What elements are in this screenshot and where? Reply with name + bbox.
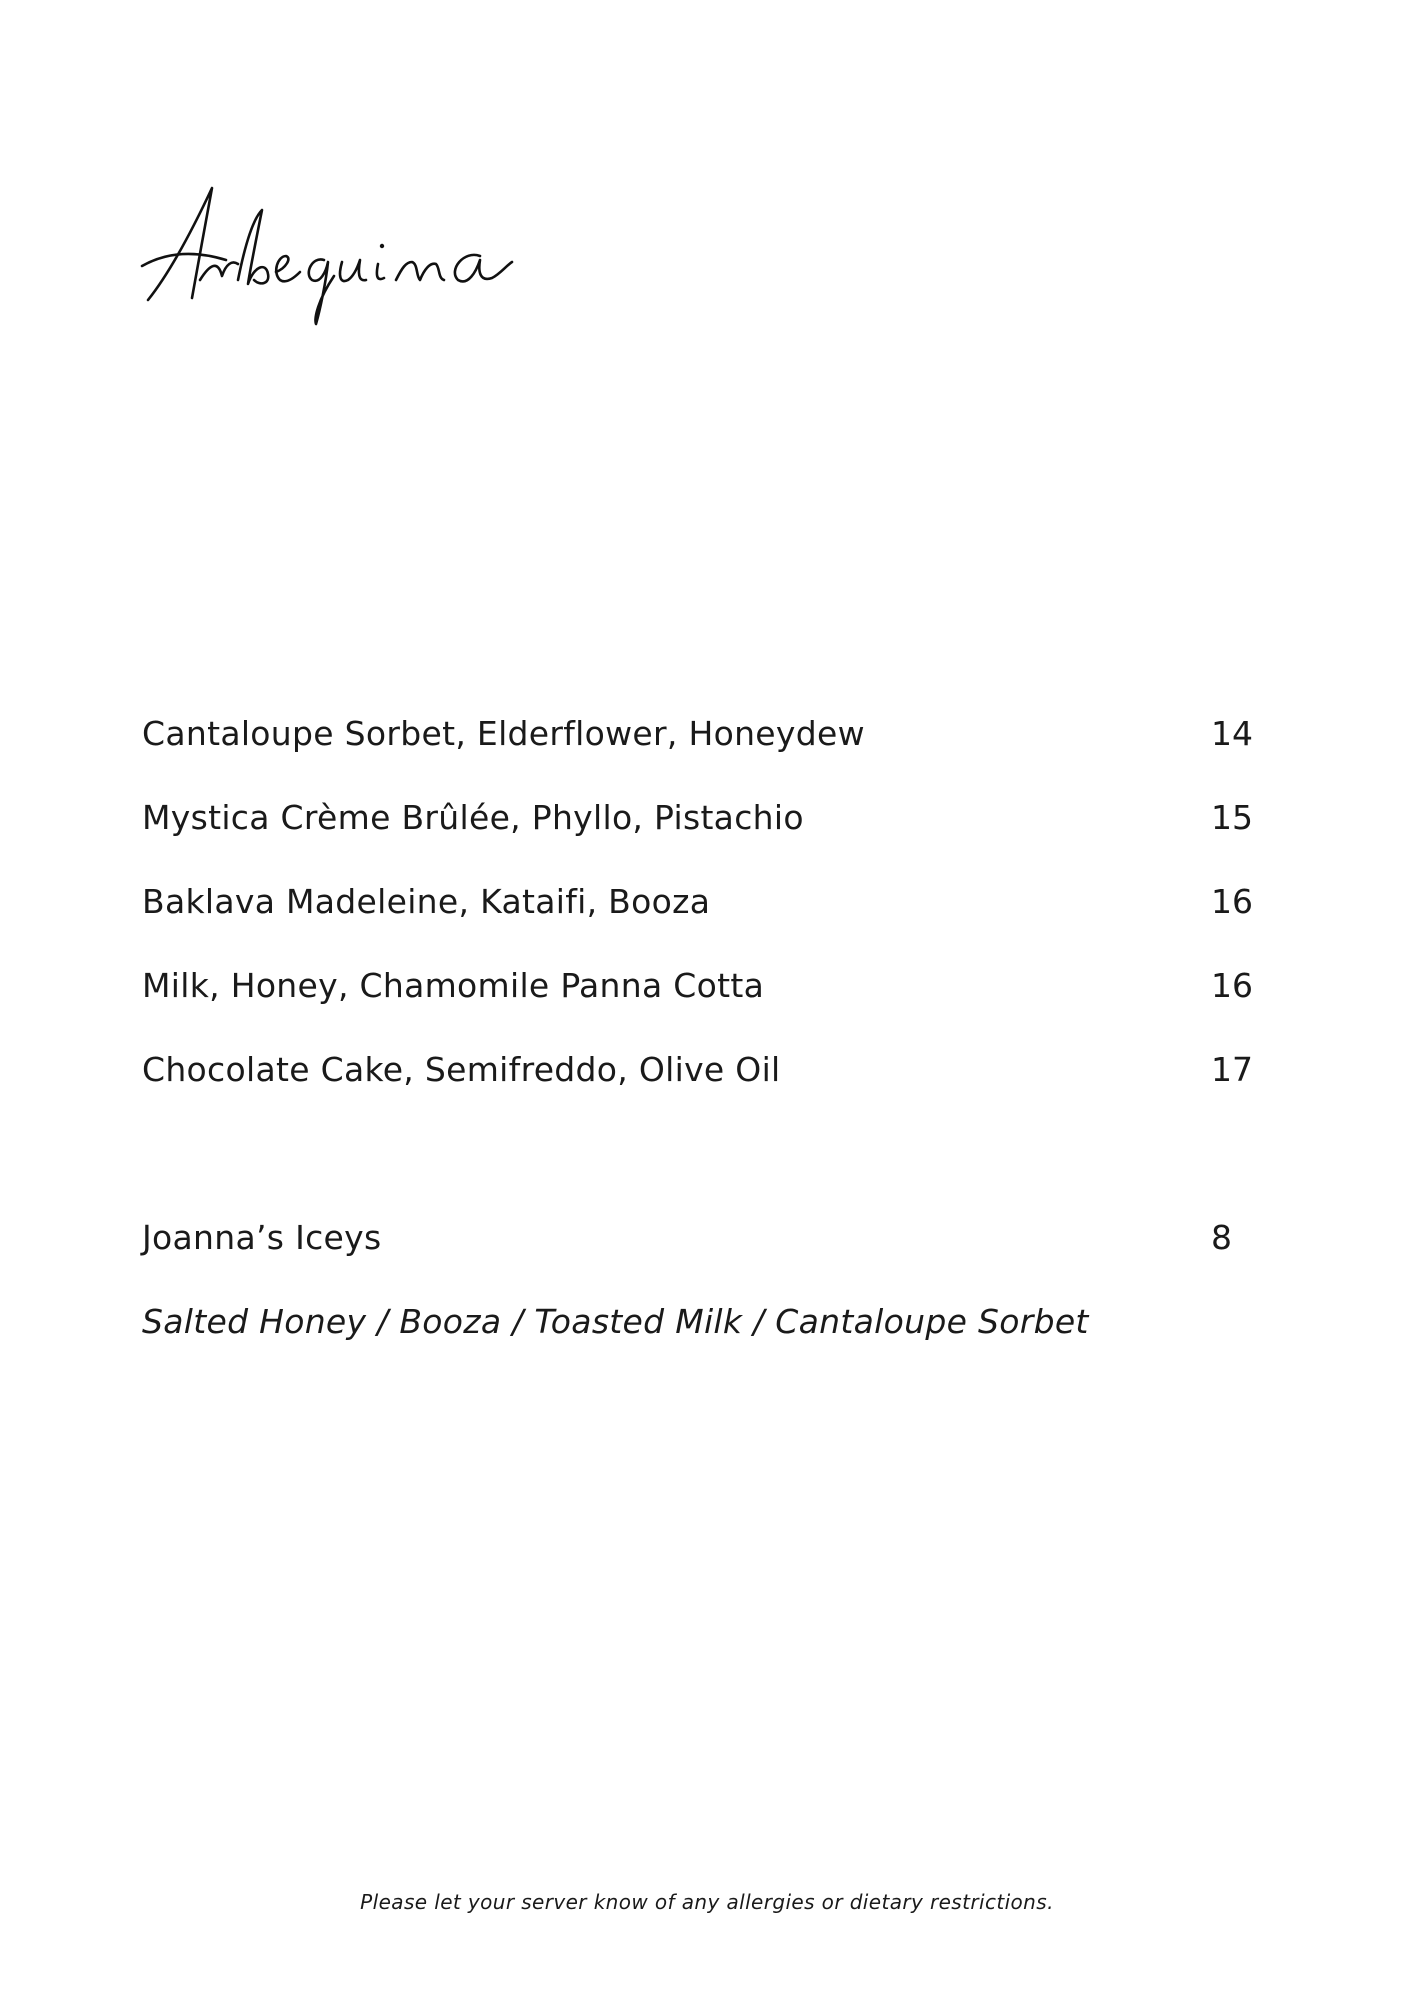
special-item-price: 8 [1211,1218,1232,1257]
menu-item-name: Cantaloupe Sorbet, Elderflower, Honeydew [142,714,865,753]
allergy-note: Please let your server know of any allergies or dietary restrictions. [360,1890,1054,1914]
menu-item-price: 15 [1211,798,1253,837]
menu-item [142,712,1252,796]
section-spacer [142,1132,1252,1216]
menu-item-price: 16 [1211,882,1253,921]
menu-item-price: 17 [1211,1050,1253,1089]
special-item-name: Joanna’s Iceys [142,1218,382,1257]
special-flavors-row [142,1300,1252,1384]
menu-item [142,796,1252,880]
dessert-menu [142,712,1252,1384]
special-flavors: Salted Honey / Booza / Toasted Milk / Cantaloupe Sorbet [142,1302,1089,1341]
menu-item-name: Milk, Honey, Chamomile Panna Cotta [142,966,765,1005]
menu-item-name: Chocolate Cake, Semifreddo, Olive Oil [142,1050,781,1089]
menu-item-name: Baklava Madeleine, Kataifi, Booza [142,882,711,921]
menu-item-name: Mystica Crème Brûlée, Phyllo, Pistachio [142,798,804,837]
menu-item [142,880,1252,964]
menu-item-price: 14 [1211,714,1253,753]
menu-item [142,964,1252,1048]
special-item [142,1216,1252,1300]
restaurant-logo [140,180,560,330]
menu-item [142,1048,1252,1132]
menu-item-price: 16 [1211,966,1253,1005]
script-logo-graphic [140,180,560,330]
